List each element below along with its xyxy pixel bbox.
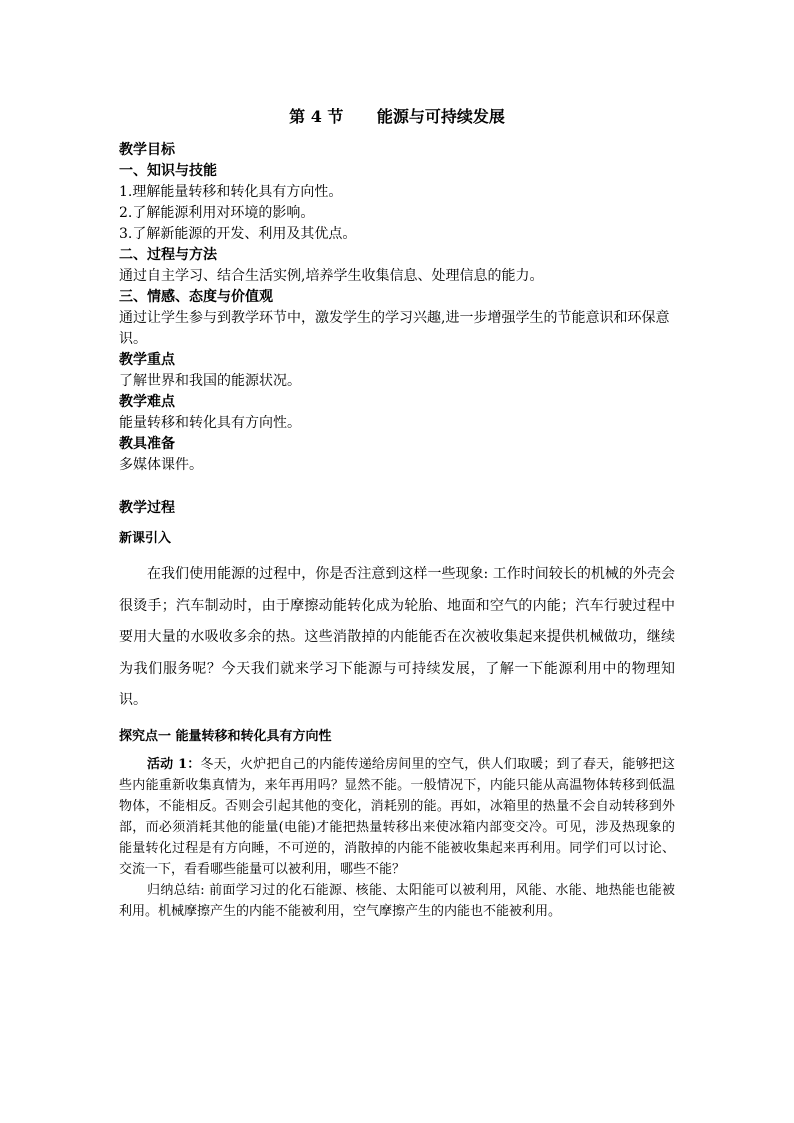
document-content <box>119 103 675 922</box>
attitude-text: 通过让学生参与到教学环节中，激发学生的学习兴趣,进一步增强学生的节能意识和环保意识。 <box>119 310 670 347</box>
difficulty-heading: 教学难点 <box>119 394 175 410</box>
spacer <box>119 519 675 528</box>
page-title: 第 4 节 能源与可持续发展 <box>289 107 505 126</box>
activity-text: 冬天，火炉把自己的内能传递给房间里的空气，供人们取暖；到了春天，能够把这些内能重新收集真情为，来年再用吗？显然不能。一般情况下，内能只能从高温物体转移到低温物体，不能相反。否则会引起其他的变化，消耗别的能。再如，冰箱里的热量不会自动转移到外部，而必须消耗其他的能量(电能)才能把热量转移出来使冰箱内部变交冷。可见，涉及热现象的能量转化过程是有方向睡，不可逆的，消散掉的内能不能被收集起来再利用。同学们可以讨论、交流一下，看看哪些能量可以被利用，哪些不能？ <box>119 756 675 877</box>
explore-heading: 探究点一 能量转移和转化具有方向性 <box>119 728 332 744</box>
teaching-process-heading: 教学过程 <box>119 500 175 516</box>
process-method-heading: 二、过程与方法 <box>119 247 217 263</box>
tools-text: 多媒体课件。 <box>119 457 203 473</box>
objectives-heading: 教学目标 <box>119 142 175 158</box>
spacer <box>119 717 675 726</box>
intro-paragraph: 在我们使用能源的过程中，你是否注意到这样一些现象: 工作时间较长的机械的外壳会很烫手；汽车制动时，由于摩擦动能转化成为轮胎、地面和空气的内能；汽车行驶过程中要用大量的水吸收多余的热。这些消散掉的内能能否在次被收集起来提供机械做功，继续为我们服务呢？今天我们就来学习下能源与可持续发展，了解一下能源利用中的物理知识。 <box>119 566 675 708</box>
attitude-heading: 三、情感、态度与价值观 <box>119 289 273 305</box>
summary-paragraph: 归纳总结: 前面学习过的化石能源、核能、太阳能可以被利用，风能、水能、地热能也能被利用。机械摩擦产生的内能不能被利用，空气摩擦产生的内能也不能被利用。 <box>119 882 675 919</box>
tools-heading: 教具准备 <box>119 436 175 452</box>
key-point-text: 了解世界和我国的能源状况。 <box>119 373 301 389</box>
intro-heading: 新课引入 <box>119 531 172 546</box>
process-method-text: 通过自主学习、结合生活实例,培养学生收集信息、处理信息的能力。 <box>119 268 544 284</box>
knowledge-item: 3.了解新能源的开发、利用及其优点。 <box>119 226 357 242</box>
difficulty-text: 能量转移和转化具有方向性。 <box>119 415 301 431</box>
key-point-heading: 教学重点 <box>119 352 175 368</box>
knowledge-item: 1.理解能量转移和转化具有方向性。 <box>119 184 343 200</box>
spacer <box>119 476 675 497</box>
knowledge-heading: 一、知识与技能 <box>119 163 217 179</box>
activity-label: 活动 1： <box>147 756 201 772</box>
knowledge-item: 2.了解能源利用对环境的影响。 <box>119 205 315 221</box>
spacer <box>119 550 675 559</box>
activity-paragraph <box>119 754 675 880</box>
